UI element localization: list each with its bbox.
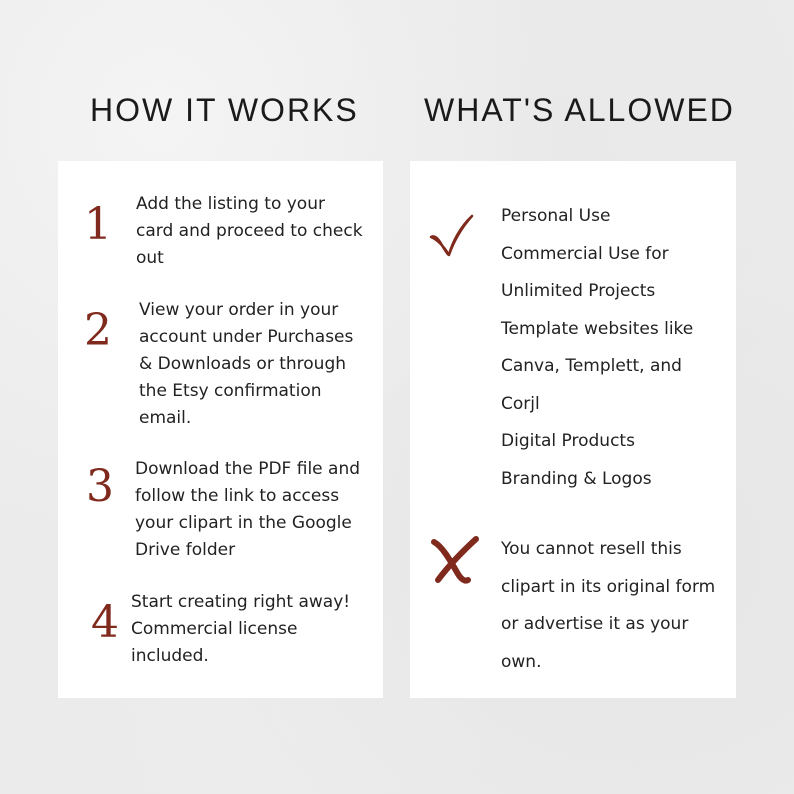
allowed-item: Branding & Logos [501,468,652,489]
whats-allowed-heading: WHAT'S ALLOWED [424,92,735,128]
step-2-text: View your order in your account under Purchases & Downloads or through the Etsy confirmation email. [139,300,354,428]
how-it-works-card [58,161,383,698]
step-4-text: Start creating right away! Commercial license included. [131,592,351,666]
step-2-number: 2 [84,305,112,356]
allowed-list [501,198,693,498]
step-3-number: 3 [86,461,114,512]
checkmark-icon [428,213,474,259]
step-1-number: 1 [84,199,112,250]
allowed-item: Commercial Use for [501,243,669,264]
not-allowed-text: You cannot resell this clipart in its original form or advertise it as your own. [501,539,716,672]
allowed-item: Corjl [501,393,540,414]
how-it-works-heading: HOW IT WORKS [90,92,359,128]
whats-allowed-card [410,161,736,698]
allowed-item: Personal Use [501,206,611,226]
cross-icon [428,534,480,586]
allowed-item: Canva, Templett, and [501,356,682,376]
allowed-item: Template websites like [501,318,694,339]
allowed-item: Digital Products [501,431,635,451]
step-1-text: Add the listing to your card and proceed to check out [136,194,363,268]
step-4-number: 4 [91,597,119,648]
step-3-text: Download the PDF file and follow the link to access your clipart in the Google Drive folder [135,459,361,560]
allowed-item: Unlimited Projects [501,281,656,301]
